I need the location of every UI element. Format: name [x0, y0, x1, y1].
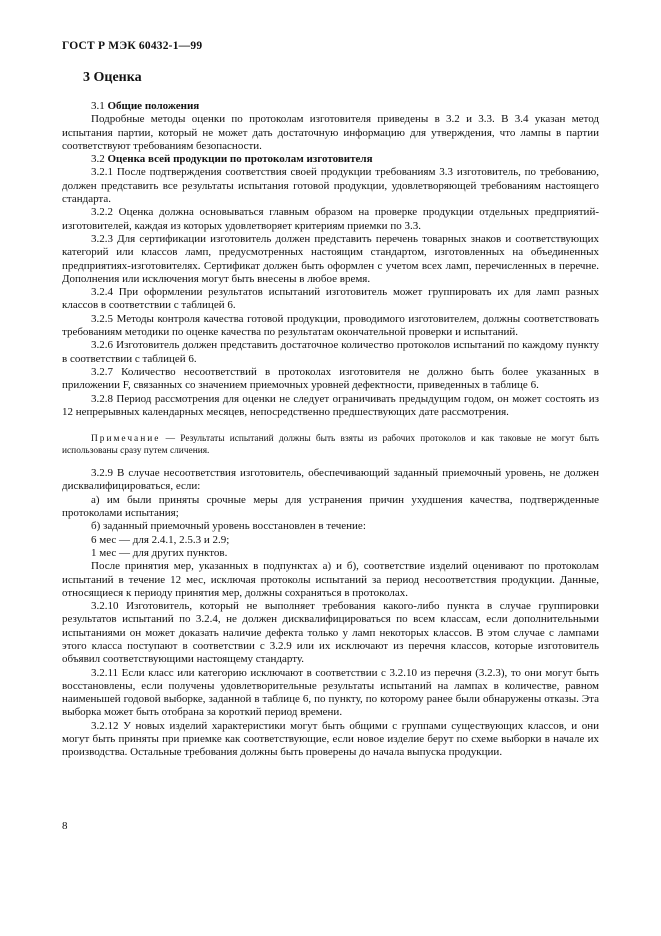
clause-3-2-9-a: а) им были приняты срочные меры для устранения причин ухудшения качества, подтвержденные протоколами испытания; [62, 493, 599, 520]
clause-number: 3.1 [91, 100, 105, 112]
note-label: Примечание [91, 434, 161, 445]
clause-3-2-9-b-1: 6 мес — для 2.4.1, 2.5.3 и 2.9; [91, 533, 230, 546]
clause-3-1-heading [62, 100, 599, 113]
clause-3-2-3: 3.2.3 Для сертификации изготовитель должен представить перечень товарных знаков и соответствующих категорий или классов ламп, предусмотренных настоящим стандартом, изготовленных на объединенных предприятиях-изготовителях. Сертификат должен быть оформлен с учетом всех ламп, перечисленных в перечне. Дополнения или исключения могут быть внесены в любое время. [62, 232, 599, 285]
note [62, 433, 599, 457]
clause-3-2-10: 3.2.10 Изготовитель, который не выполняет требования какого-либо пункта в случае группировки результатов испытаний по 3.2.4, не должен дисквалифицироваться по всем классам, если дополнительными испытаниями он может доказать наличие дефекта только у ламп некоторых классов. В этом случае с лампами этого класса поступают в соответствии с 3.2.9 или их исключают из перечня классов, которые изготовитель объявил соответствующими настоящему стандарту. [62, 600, 599, 666]
clause-number: 3.2 [91, 153, 105, 166]
clause-title: Общие положения [107, 100, 200, 112]
clause-3-2-9-c: После принятия мер, указанных в подпунктах а) и б), соответствие изделий оценивают по протоколам испытаний в течение 12 мес, исключая протоколы испытаний за период несоответствия продукции. Данные, относящиеся к периоду принятия мер, должны сохраняться в протоколах. [62, 560, 599, 599]
page-number: 8 [62, 820, 68, 832]
clause-3-2-9-b-2: 1 мес — для других пунктов. [91, 546, 228, 559]
standard-header: ГОСТ Р МЭК 60432-1—99 [62, 40, 203, 52]
clause-3-2-4: 3.2.4 При оформлении результатов испытаний изготовитель может группировать их для ламп разных классов в соответствии с таблицей 6. [62, 286, 599, 312]
clause-3-2-2: 3.2.2 Оценка должна основываться главным образом на проверке продукции отдельных предприятий-изготовителей, каждая из которых удовлетворяет критериям приемки по 3.3. [62, 206, 599, 232]
note-text: — Результаты испытаний должны быть взяты из рабочих протоколов и как таковые не могут быть использованы сразу путем сличения. [62, 434, 599, 457]
clause-3-2-7: 3.2.7 Количество несоответствий в протоколах изготовителя не должно быть более указанных в приложении F, связанных со значением приемочных уровней дефектности, приведенных в таблице 6. [62, 365, 599, 392]
page-content [62, 70, 599, 760]
clause-3-2-8: 3.2.8 Период рассмотрения для оценки не следует ограничивать предыдущим годом, он может состоять из 12 непрерывных календарных месяцев, непосредственно предшествующих дате рассмотрения. [62, 392, 599, 418]
clause-3-2-12: 3.2.12 У новых изделий характеристики могут быть общими с группами существующих классов, и они могут быть приняты при приемке как соответствующие, если новое изделие берут по схеме выборки в начале их производства. Остальные требования должны быть проверены до начала выпуска продукции. [62, 719, 599, 759]
clause-3-2-5: 3.2.5 Методы контроля качества готовой продукции, проводимого изготовителем, должны соответствовать требованиям методики по оценке качества по результатам окончательной проверки и испытаний. [62, 312, 599, 339]
clause-3-2-6: 3.2.6 Изготовитель должен представить достаточное количество протоколов испытаний по каждому пункту в соответствии с таблицей 6. [62, 339, 599, 365]
clause-3-2-9: 3.2.9 В случае несоответствия изготовитель, обеспечивающий заданный приемочный уровень, не должен дисквалифицироваться, если: [62, 467, 599, 493]
section-title: 3 Оценка [83, 70, 142, 85]
clause-3-2-11: 3.2.11 Если класс или категорию исключают в соответствии с 3.2.10 из перечня (3.2.3), то они могут быть восстановлены, если получены удовлетворительные результаты испытаний на лампах в количестве, равном наименьшей годовой выборке, заданной в таблице 6, по пункту, по которому ранее были обнаружены отказы. Эта выборка может быть отобрана за короткий период времени. [62, 666, 599, 719]
clause-3-2-heading [62, 153, 599, 166]
clause-title: Оценка всей продукции по протоколам изготовителя [107, 153, 373, 166]
clause-3-1-text: Подробные методы оценки по протоколам изготовителя приведены в 3.2 и 3.3. В 3.4 указан метод испытания партии, который не может дать достаточную информацию для утверждения, что лампы в партии соответствуют требованиям безопасности. [62, 113, 599, 152]
clause-3-2-9-b: б) заданный приемочный уровень восстановлен в течение: [91, 520, 366, 533]
clause-3-2-1: 3.2.1 После подтверждения соответствия своей продукции требованиям 3.3 изготовитель, по требованию, должен представить все результаты испытания готовой продукции, удовлетворяющей требованиям настоящего стандарта. [62, 166, 599, 206]
